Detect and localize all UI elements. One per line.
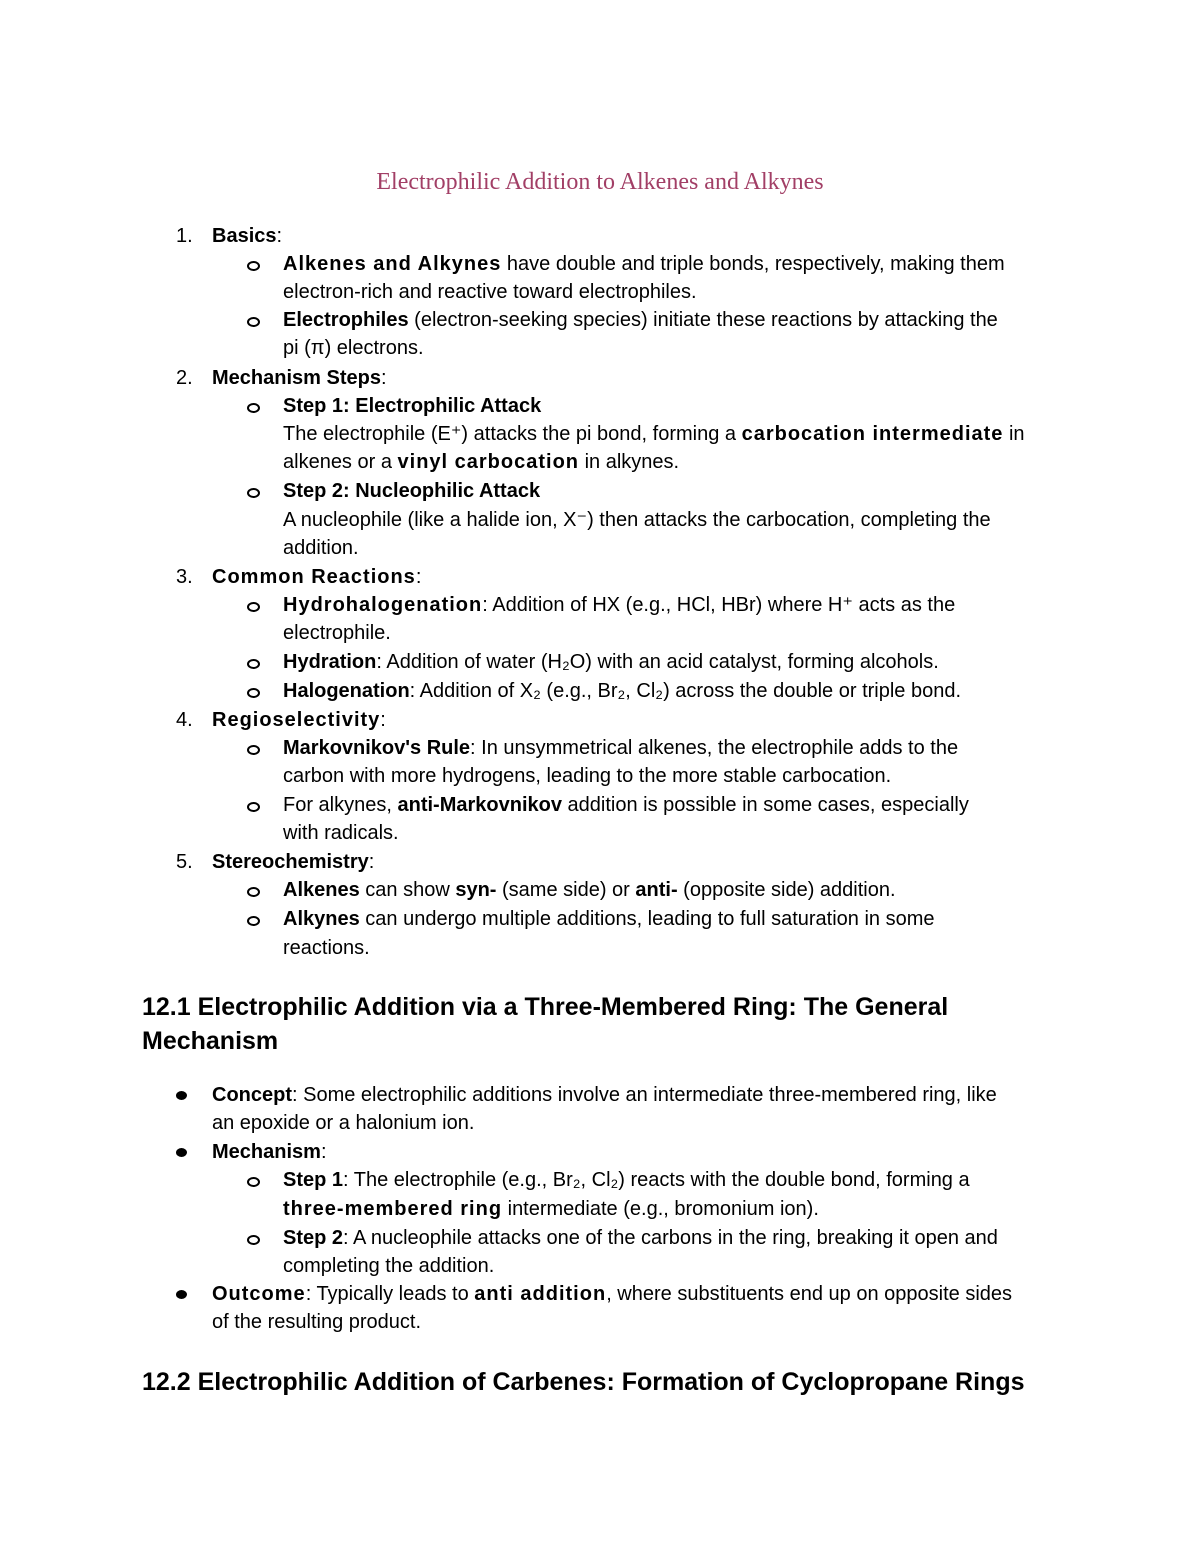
section-heading-12-1: 12.1 Electrophilic Addition via a Three-Membered Ring: The General	[142, 993, 949, 1021]
list-item-continuation: three-membered ring intermediate (e.g., bromonium ion).	[283, 1198, 819, 1220]
list-heading-regioselectivity: Regioselectivity:	[212, 709, 386, 731]
circle-bullet-icon	[247, 745, 260, 755]
list-number: 1.	[176, 225, 193, 247]
list-heading-stereochemistry: Stereochemistry:	[212, 851, 375, 873]
list-item-continuation: with radicals.	[283, 822, 399, 844]
list-item: Markovnikov's Rule: In unsymmetrical alkenes, the electrophile adds to the	[283, 737, 959, 759]
bullet-item-outcome: Outcome: Typically leads to anti addition, where substituents end up on opposite sides	[212, 1283, 1013, 1305]
circle-bullet-icon	[247, 261, 260, 271]
list-item: Alkenes can show syn- (same side) or anti- (opposite side) addition.	[283, 879, 896, 901]
list-heading-common-reactions: Common Reactions:	[212, 566, 422, 588]
circle-bullet-icon	[247, 317, 260, 327]
list-item-continuation: completing the addition.	[283, 1255, 495, 1277]
list-item-continuation: The electrophile (E⁺) attacks the pi bond, forming a carbocation intermediate in	[283, 423, 1025, 445]
list-item: Hydrohalogenation: Addition of HX (e.g., HCl, HBr) where H⁺ acts as the	[283, 594, 956, 616]
list-item: Step 2: Nucleophilic Attack	[283, 480, 541, 502]
list-item-continuation: electrophile.	[283, 622, 391, 644]
list-item: Alkynes can undergo multiple additions, leading to full saturation in some	[283, 908, 935, 930]
list-item-step-1: Step 1: The electrophile (e.g., Br₂, Cl₂) reacts with the double bond, forming a	[283, 1169, 970, 1191]
list-item: Step 1: Electrophilic Attack	[283, 395, 542, 417]
bullet-item-concept: Concept: Some electrophilic additions involve an intermediate three-membered ring, like	[212, 1084, 997, 1106]
circle-bullet-icon	[247, 802, 260, 812]
bullet-dot-icon	[176, 1091, 187, 1100]
list-item-continuation: electron-rich and reactive toward electrophiles.	[283, 281, 697, 303]
bullet-dot-icon	[176, 1290, 187, 1299]
section-heading-12-2: 12.2 Electrophilic Addition of Carbenes: Formation of Cyclopropane Rings	[142, 1368, 1025, 1396]
list-item-continuation: addition.	[283, 537, 359, 559]
list-number: 5.	[176, 851, 193, 873]
list-item-step-2: Step 2: A nucleophile attacks one of the carbons in the ring, breaking it open and	[283, 1227, 998, 1249]
list-item-continuation: carbon with more hydrogens, leading to the more stable carbocation.	[283, 765, 892, 787]
list-number: 4.	[176, 709, 193, 731]
circle-bullet-icon	[247, 1177, 260, 1187]
list-number: 3.	[176, 566, 193, 588]
list-item-continuation: alkenes or a vinyl carbocation in alkynes.	[283, 451, 680, 473]
bullet-item-mechanism: Mechanism:	[212, 1141, 327, 1163]
list-item-continuation: A nucleophile (like a halide ion, X⁻) then attacks the carbocation, completing the	[283, 509, 991, 531]
list-item-continuation: reactions.	[283, 937, 370, 959]
circle-bullet-icon	[247, 1235, 260, 1245]
list-item: Halogenation: Addition of X₂ (e.g., Br₂, Cl₂) across the double or triple bond.	[283, 680, 962, 702]
list-item-continuation: pi (π) electrons.	[283, 337, 424, 359]
list-heading-basics: Basics:	[212, 225, 283, 247]
bullet-item-continuation: an epoxide or a halonium ion.	[212, 1112, 475, 1134]
section-heading-12-1-continuation: Mechanism	[142, 1027, 279, 1055]
document-title: Electrophilic Addition to Alkenes and Alkynes	[376, 169, 824, 195]
list-item: For alkynes, anti-Markovnikov addition is possible in some cases, especially	[283, 794, 969, 816]
bullet-item-continuation: of the resulting product.	[212, 1311, 422, 1333]
list-number: 2.	[176, 367, 193, 389]
list-item: Alkenes and Alkynes have double and triple bonds, respectively, making them	[283, 253, 1005, 275]
list-item: Electrophiles (electron-seeking species) initiate these reactions by attacking the	[283, 309, 998, 331]
circle-bullet-icon	[247, 887, 260, 897]
circle-bullet-icon	[247, 403, 260, 413]
list-heading-mechanism-steps: Mechanism Steps:	[212, 367, 387, 389]
circle-bullet-icon	[247, 488, 260, 498]
circle-bullet-icon	[247, 659, 260, 669]
list-item: Hydration: Addition of water (H₂O) with an acid catalyst, forming alcohols.	[283, 651, 939, 673]
circle-bullet-icon	[247, 688, 260, 698]
circle-bullet-icon	[247, 916, 260, 926]
circle-bullet-icon	[247, 602, 260, 612]
bullet-dot-icon	[176, 1148, 187, 1157]
